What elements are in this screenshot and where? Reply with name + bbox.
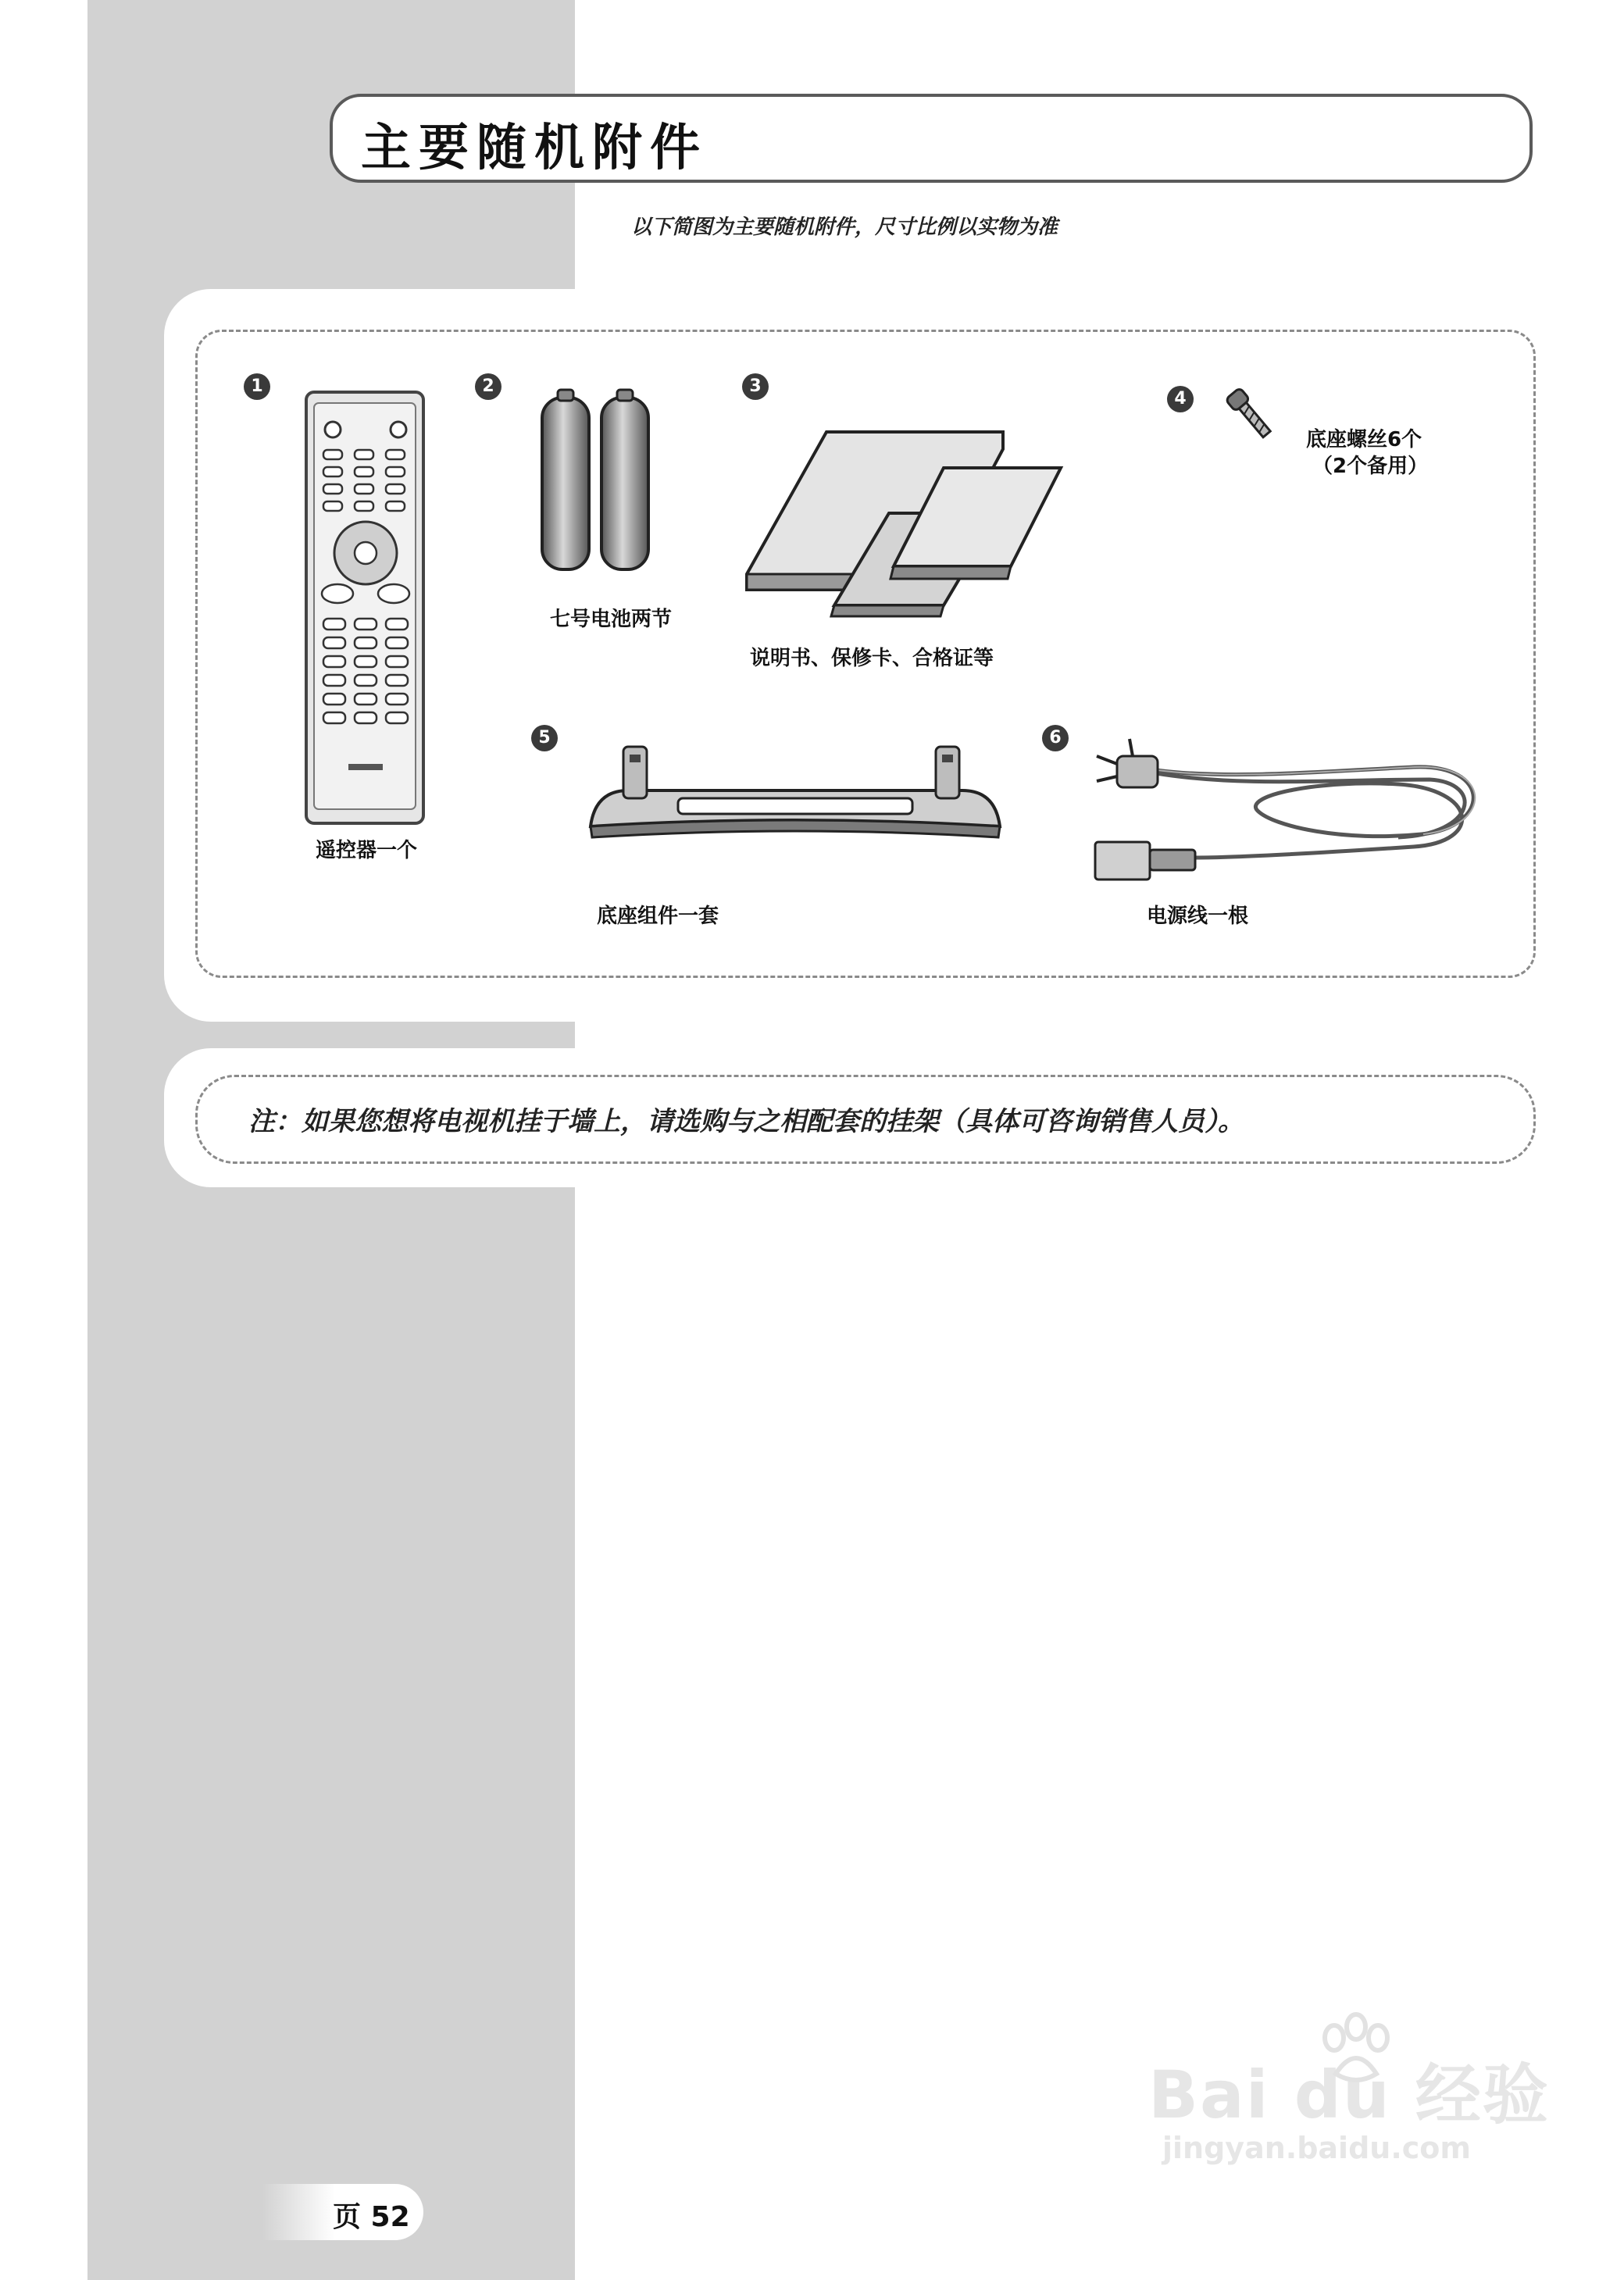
item-label-screws-spare: （2个备用） (1312, 455, 1429, 478)
item-number: 3 (742, 373, 769, 400)
item-label-manuals: 说明书、保修卡、合格证等 (750, 647, 994, 670)
item-number: 5 (531, 725, 558, 751)
page-number: 页 52 (333, 2201, 410, 2233)
paw-logo-icon (1312, 2011, 1398, 2089)
item-number: 2 (475, 373, 501, 400)
subtitle: 以下简图为主要随机附件，尺寸比例以实物为准 (631, 216, 1058, 239)
item-number: 6 (1042, 725, 1069, 751)
page-number-tab (262, 2184, 423, 2240)
power-cord-icon (1086, 733, 1508, 889)
item-label-batteries: 七号电池两节 (550, 608, 673, 631)
item-label-remote: 遥控器一个 (316, 839, 418, 862)
watermark-url: jingyan.baidu.com (1162, 2131, 1471, 2165)
watermark-brand: Bai du 经验 (1148, 2057, 1550, 2133)
item-number: 1 (244, 373, 270, 400)
item-label-stand: 底座组件一套 (597, 905, 719, 928)
item-number: 4 (1167, 386, 1194, 412)
baidu-watermark (1148, 2043, 1550, 2165)
manuals-icon (741, 426, 1069, 629)
title-box (330, 94, 1533, 183)
page-title: 主要随机附件 (361, 120, 708, 177)
batteries-icon (539, 387, 656, 574)
note-text: 注：如果您想将电视机挂于墙上，请选购与之相配套的挂架（具体可咨询销售人员）。 (248, 1106, 1244, 1137)
item-label-screws: 底座螺丝6个 (1306, 428, 1422, 451)
item-label-power-cord: 电源线一根 (1147, 905, 1249, 928)
remote-control-icon (303, 389, 428, 828)
stand-base-icon (584, 742, 1006, 851)
screw-icon (1217, 386, 1280, 448)
